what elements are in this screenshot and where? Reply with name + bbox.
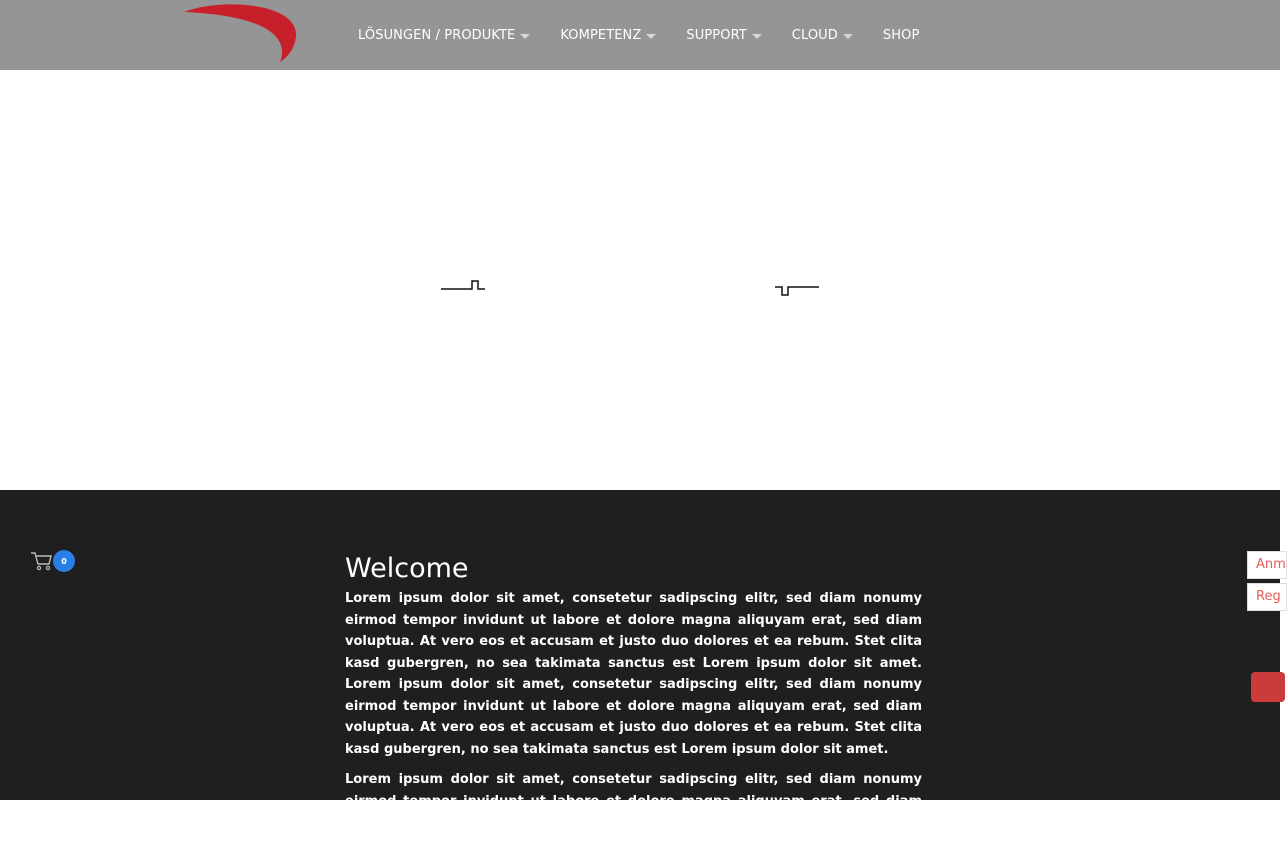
welcome-title: Welcome bbox=[345, 553, 469, 584]
nav-item-loesungen-produkte[interactable] bbox=[358, 28, 530, 43]
register-button[interactable]: Reg bbox=[1247, 583, 1287, 611]
nav-item-kompetenz[interactable] bbox=[560, 28, 656, 43]
social-link-button[interactable] bbox=[1251, 672, 1285, 702]
nav-item-label: CLOUD bbox=[791, 27, 838, 43]
caret-down-icon bbox=[520, 34, 530, 39]
caret-down-icon bbox=[646, 34, 656, 39]
nav-item-label: KOMPETENZ bbox=[560, 27, 642, 43]
hero-section bbox=[0, 70, 1280, 490]
site-header bbox=[0, 0, 1280, 70]
nav-item-shop[interactable] bbox=[883, 28, 920, 43]
welcome-content bbox=[345, 552, 922, 843]
welcome-section bbox=[0, 490, 1286, 830]
nav-item-support[interactable] bbox=[686, 28, 761, 43]
decorative-line-left bbox=[440, 278, 486, 292]
nav-item-label: LÖSUNGEN / PRODUKTE bbox=[358, 27, 516, 43]
welcome-paragraph: Lorem ipsum dolor sit amet, consetetur sadipscing elitr, sed diam nonumy eirmod tempor invidunt ut labore et dolore magna aliquyam erat, sed diam voluptua. At vero eos et accusam et justo duo dolores et ea rebum. Stet clita kasd gubergren, no sea takimata sanctus est Lorem ipsum dolor sit amet. Lorem ipsum dolor sit amet, consetetur sadipscing elitr, sed diam nonumy eirmod tempor invidunt ut labore et dolore magna aliquyam erat, sed diam voluptua. At vero eos et accusam et justo duo dolores et ea rebum. Stet clita kasd gubergren, no sea takimata sanctus est Lorem ipsum dolor sit amet. bbox=[345, 591, 922, 757]
nav-item-label: SHOP bbox=[882, 27, 920, 43]
main-navigation bbox=[358, 0, 949, 70]
decorative-line-right bbox=[774, 284, 820, 298]
nav-item-cloud[interactable] bbox=[792, 28, 853, 43]
caret-down-icon bbox=[752, 34, 762, 39]
caret-down-icon bbox=[843, 34, 853, 39]
cart-count-badge[interactable]: 0 bbox=[53, 550, 75, 572]
company-logo[interactable] bbox=[180, 2, 300, 64]
login-button[interactable]: Anm bbox=[1247, 551, 1287, 579]
nav-item-label: SUPPORT bbox=[686, 27, 747, 43]
cart-icon[interactable] bbox=[30, 550, 54, 572]
welcome-paragraph: Lorem ipsum dolor sit amet, consetetur sadipscing elitr, sed diam nonumy eirmod tempor invidunt ut labore et dolore magna aliquyam erat, sed diam voluptua. At bbox=[345, 772, 922, 830]
